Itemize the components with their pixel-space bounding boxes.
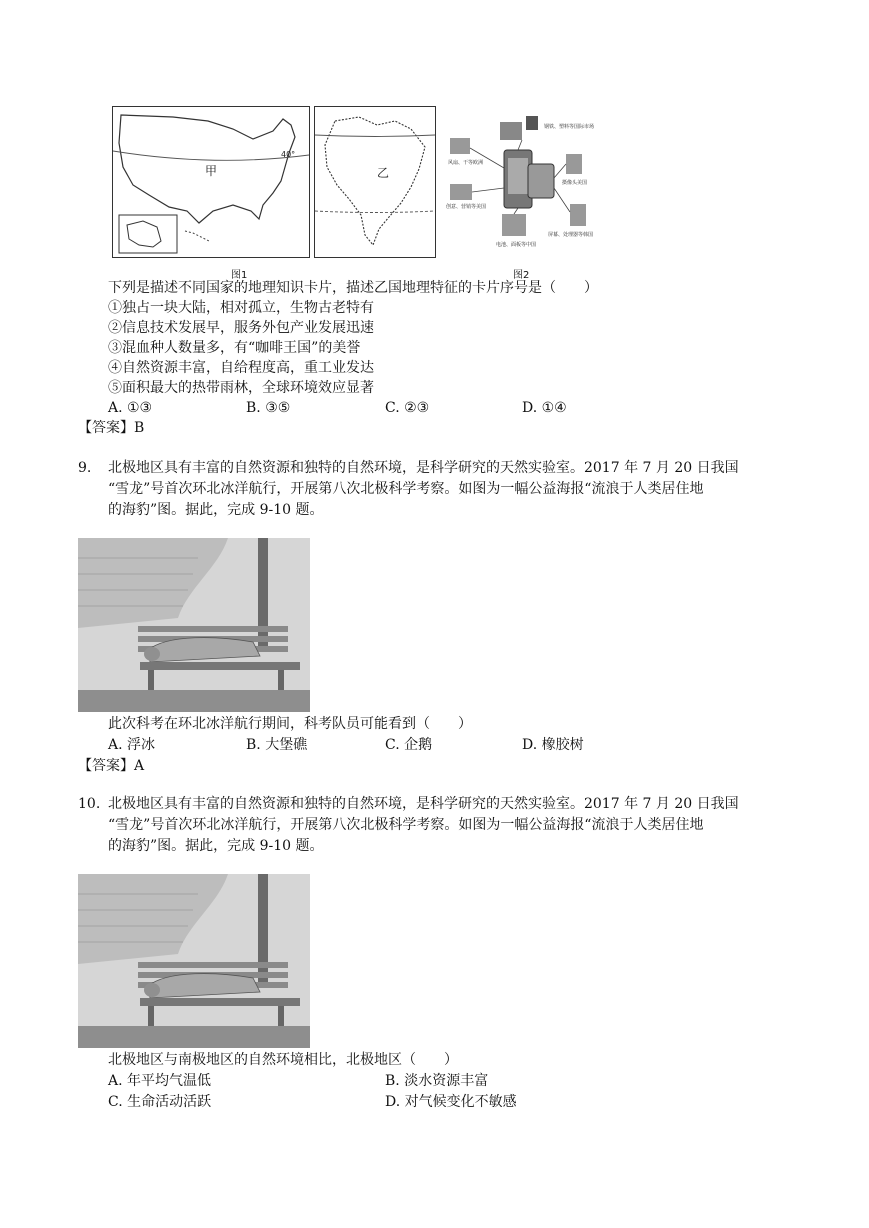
- q10-option-a: A. 年平均气温低: [108, 1073, 212, 1089]
- q10-option-b: B. 淡水资源丰富: [385, 1073, 489, 1089]
- q9-stem: 此次科考在环北冰洋航行期间，科考队员可能看到（ ）: [108, 716, 472, 732]
- q8-option-a: A. ①③: [108, 400, 153, 416]
- q8-card-3: ③混血种人数量多，有“咖啡王国”的美誉: [108, 340, 361, 356]
- q8-card-1: ①独占一块大陆，相对孤立，生物古老特有: [108, 300, 374, 316]
- label-fan: 风扇、干等欧洲: [448, 160, 484, 166]
- label-battery: 电池、面板等中国: [496, 242, 537, 248]
- q9-option-b: B. 大堡礁: [246, 737, 308, 753]
- map-usa: [112, 106, 310, 258]
- q9-option-d: D. 橡胶树: [522, 737, 584, 753]
- label-camera: 摄像头美国: [562, 180, 588, 186]
- q8-card-2: ②信息技术发展早，服务外包产业发展迅速: [108, 320, 374, 336]
- figure2-diagram: [444, 108, 604, 258]
- label-screen: 屏幕、处理器等韩国: [548, 232, 594, 238]
- q10-stem: 北极地区与南极地区的自然环境相比，北极地区（ ）: [108, 1052, 458, 1068]
- q8-option-c: C. ②③: [385, 400, 430, 416]
- supply-chain-drawing: [444, 108, 604, 258]
- q8-stem: 下列是描述不同国家的地理知识卡片，描述乙国地理特征的卡片序号是（ ）: [108, 280, 598, 296]
- q10-intro-line-3: 的海豹”图。据此，完成 9-10 题。: [108, 838, 324, 854]
- q10-intro-line-1: 北极地区具有丰富的自然资源和独特的自然环境，是科学研究的天然实验室。2017 年 7 月 20 日我国: [108, 796, 739, 812]
- figure1-caption: 图1: [231, 270, 248, 281]
- q10-intro-line-2: “雪龙”号首次环北冰洋航行，开展第八次北极科学考察。如图为一幅公益海报“流浪于人类居住地: [108, 817, 704, 833]
- q9-answer: 【答案】A: [78, 758, 145, 774]
- brazil-outline-drawing: [315, 107, 435, 257]
- q8-answer: 【答案】B: [78, 420, 145, 436]
- q8-card-5: ⑤面积最大的热带雨林，全球环境效应显著: [108, 380, 374, 396]
- q9-number: 9.: [78, 460, 92, 476]
- figure2-caption: 图2: [513, 270, 530, 281]
- map-brazil-label: 乙: [377, 166, 390, 180]
- q10-option-d: D. 对气候变化不敏感: [385, 1094, 517, 1110]
- q8-option-b: B. ③⑤: [246, 400, 291, 416]
- q9-intro-line-1: 北极地区具有丰富的自然资源和独特的自然环境，是科学研究的天然实验室。2017 年 7 月 20 日我国: [108, 460, 739, 476]
- q9-poster-image: [78, 538, 310, 712]
- seal-on-bench-drawing: [78, 538, 310, 712]
- q8-card-4: ④自然资源丰富，自给程度高，重工业发达: [108, 360, 374, 376]
- seal-on-bench-drawing-2: [78, 874, 310, 1048]
- usa-outline-drawing: [113, 107, 309, 257]
- q9-option-a: A. 浮冰: [108, 737, 156, 753]
- q9-intro-line-3: 的海豹”图。据此，完成 9-10 题。: [108, 502, 324, 518]
- q9-option-c: C. 企鹅: [385, 737, 433, 753]
- q10-number: 10.: [78, 796, 101, 812]
- q8-option-d: D. ①④: [522, 400, 567, 416]
- q10-option-c: C. 生命活动活跃: [108, 1094, 212, 1110]
- q9-intro-line-2: “雪龙”号首次环北冰洋航行，开展第八次北极科学考察。如图为一幅公益海报“流浪于人类居住地: [108, 481, 704, 497]
- label-design: 创意、营销等美国: [446, 204, 487, 210]
- map-usa-label: 甲: [205, 164, 218, 178]
- label-steel: 钢铁、塑料等国际市场: [544, 124, 595, 130]
- map-brazil: [314, 106, 436, 258]
- lat-40-label: 40°: [281, 150, 296, 159]
- q10-poster-image: [78, 874, 310, 1048]
